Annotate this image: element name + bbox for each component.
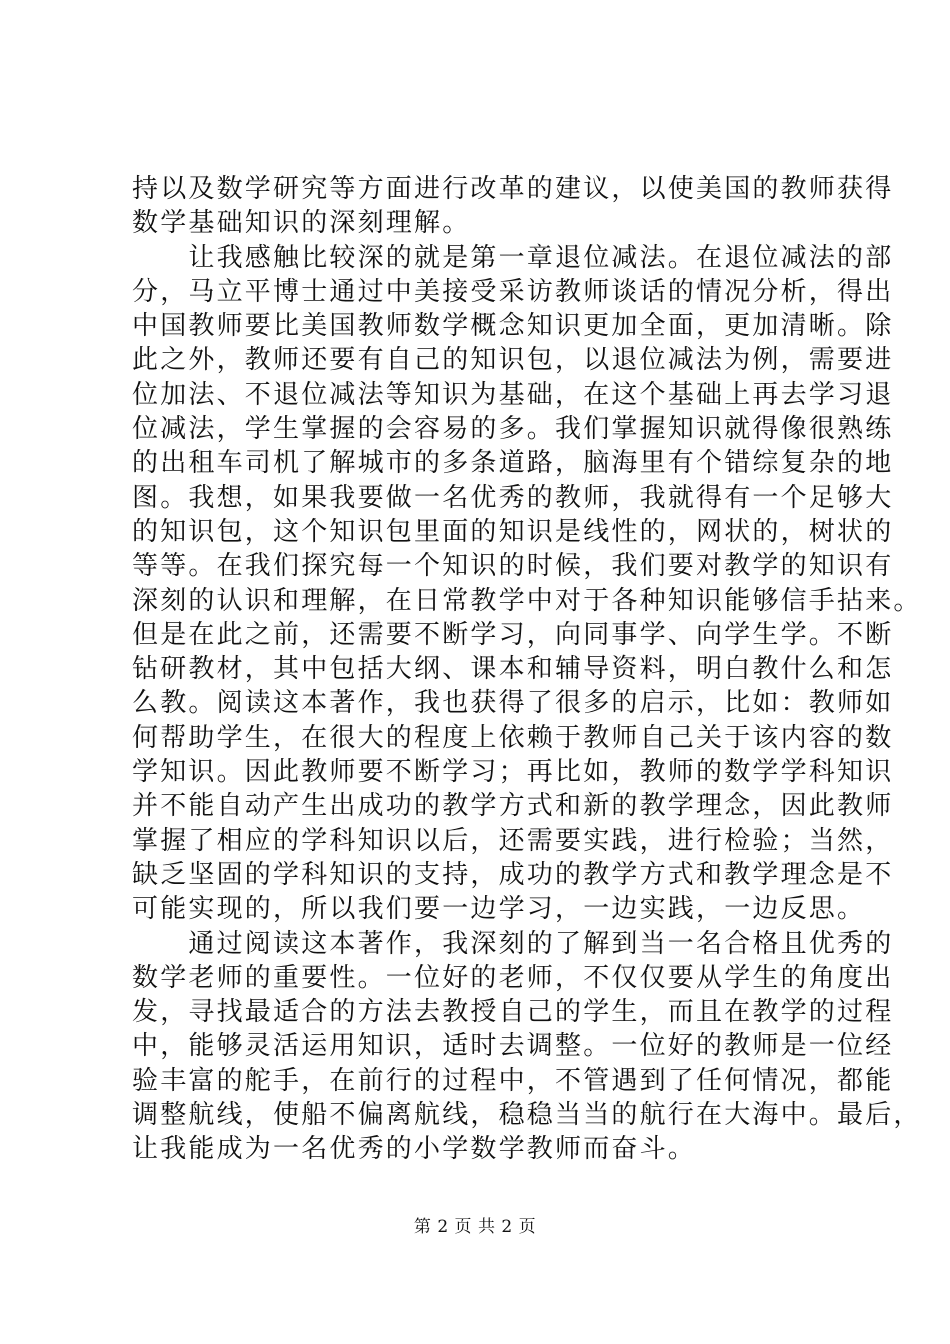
text-line: 掌握了相应的学科知识以后，还需要实践，进行检验；当然，	[132, 825, 894, 856]
text-line: 钻研教材，其中包括大纲、课本和辅导资料，明白教什么和怎	[132, 654, 894, 685]
text-line: 位减法，学生掌握的会容易的多。我们掌握知识就得像很熟练	[132, 414, 894, 445]
text-line: 让我感触比较深的就是第一章退位减法。在退位减法的部	[132, 242, 894, 273]
text-line: 发，寻找最适合的方法去教授自己的学生，而且在教学的过程	[132, 997, 894, 1028]
text-line: 调整航线，使船不偏离航线，稳稳当当的航行在大海中。最后，	[132, 1100, 922, 1131]
text-line: 持以及数学研究等方面进行改革的建议，以使美国的教师获得	[132, 174, 894, 204]
text-line: 此之外，教师还要有自己的知识包，以退位减法为例，需要进	[132, 345, 894, 376]
text-line: 通过阅读这本著作，我深刻的了解到当一名合格且优秀的	[132, 928, 894, 959]
text-line: 中，能够灵活运用知识，适时去调整。一位好的教师是一位经	[132, 1031, 894, 1062]
text-line: 让我能成为一名优秀的小学数学教师而奋斗。	[132, 1134, 697, 1165]
page-number-footer: 第 2 页 共 2 页	[413, 1217, 537, 1237]
text-line: 缺乏坚固的学科知识的支持，成功的教学方式和教学理念是不	[132, 859, 894, 890]
text-line: 但是在此之前，还需要不断学习，向同事学、向学生学。不断	[132, 619, 894, 650]
text-line: 中国教师要比美国教师数学概念知识更加全面，更加清晰。除	[132, 311, 894, 342]
text-line: 可能实现的，所以我们要一边学习，一边实践，一边反思。	[132, 894, 866, 925]
text-line: 等等。在我们探究每一个知识的时候，我们要对教学的知识有	[132, 551, 894, 582]
text-line: 深刻的认识和理解，在日常教学中对于各种知识能够信手拈来。	[132, 585, 922, 616]
text-line: 并不能自动产生出成功的教学方式和新的教学理念，因此教师	[132, 791, 894, 822]
text-line: 验丰富的舵手，在前行的过程中，不管遇到了任何情况，都能	[132, 1065, 894, 1096]
body-text	[132, 172, 922, 1167]
text-line: 图。我想，如果我要做一名优秀的教师，我就得有一个足够大	[132, 482, 894, 513]
text-line: 数学老师的重要性。一位好的老师，不仅仅要从学生的角度出	[132, 962, 894, 993]
text-line: 位加法、不退位减法等知识为基础，在这个基础上再去学习退	[132, 379, 894, 410]
text-line: 数学基础知识的深刻理解。	[132, 208, 471, 239]
text-line: 的知识包，这个知识包里面的知识是线性的，网状的，树状的	[132, 516, 894, 547]
text-line: 的出租车司机了解城市的多条道路，脑海里有个错综复杂的地	[132, 448, 894, 479]
text-line: 分，马立平博士通过中美接受采访教师谈话的情况分析，得出	[132, 276, 894, 307]
text-line: 学知识。因此教师要不断学习；再比如，教师的数学学科知识	[132, 757, 894, 788]
text-line: 么教。阅读这本著作，我也获得了很多的启示，比如：教师如	[132, 688, 894, 719]
text-line: 何帮助学生，在很大的程度上依赖于教师自己关于该内容的数	[132, 722, 894, 753]
